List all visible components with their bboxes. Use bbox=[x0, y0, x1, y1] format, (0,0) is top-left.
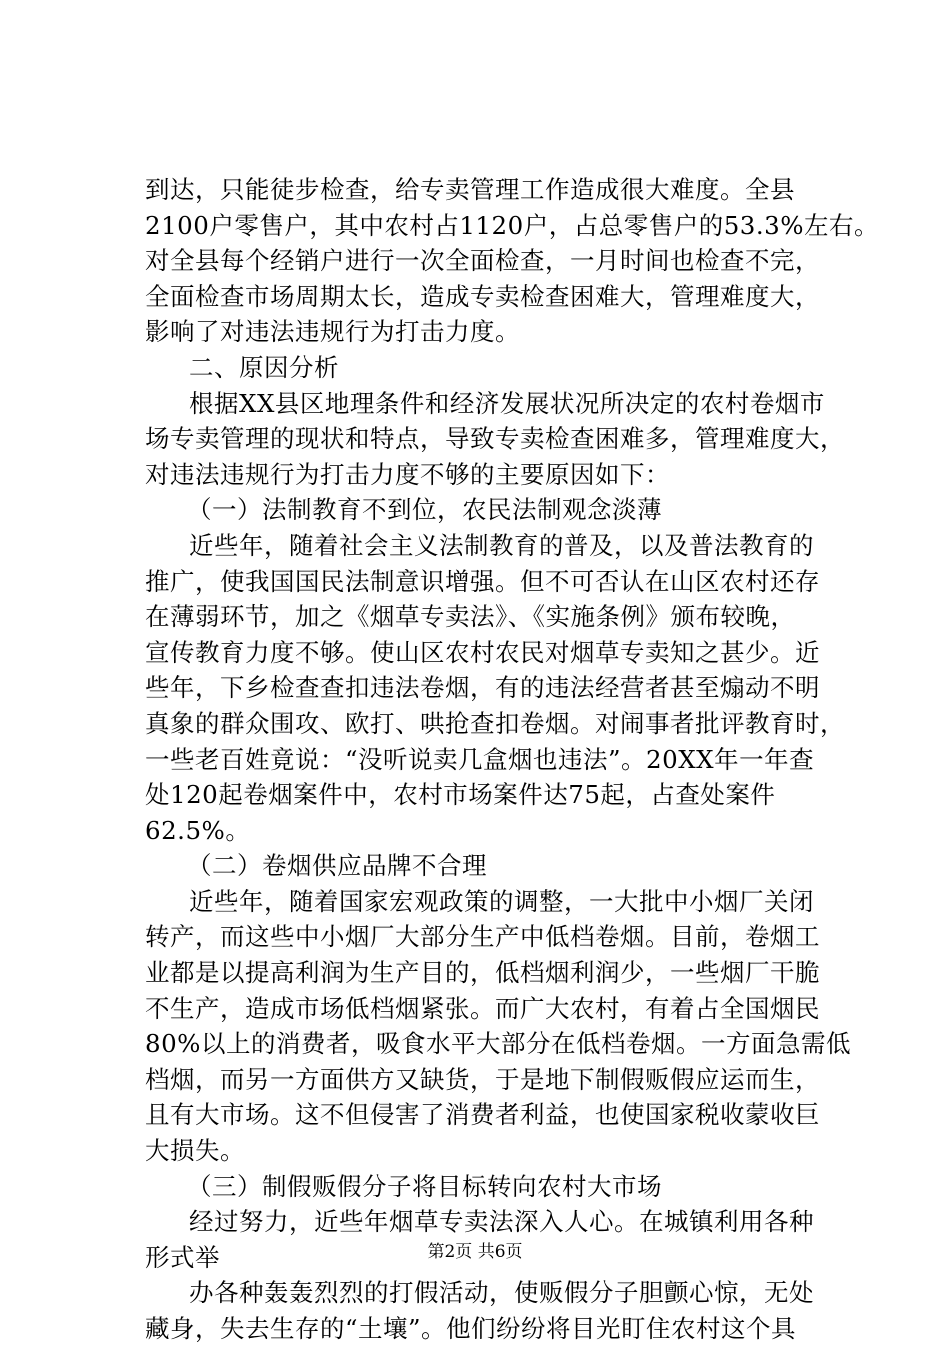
text-line: 业都是以提高利润为生产目的，低档烟利润少，一些烟厂干脆 bbox=[145, 958, 820, 988]
text-line: 近些年，随着社会主义法制教育的普及，以及普法教育的 bbox=[189, 530, 814, 560]
text-line: 些年，下乡检查查扣违法卷烟，有的违法经营者甚至煽动不明 bbox=[145, 673, 820, 703]
text-line: 档烟，而另一方面供方又缺货，于是地下制假贩假应运而生， bbox=[145, 1064, 820, 1094]
text-line: 大损失。 bbox=[145, 1136, 245, 1166]
document-body bbox=[145, 172, 880, 1347]
text-line: 对全县每个经销户进行一次全面检查，一月时间也检查不完， bbox=[145, 246, 820, 276]
text-line: 根据XX县区地理条件和经济发展状况所决定的农村卷烟市 bbox=[189, 388, 825, 418]
subsection-heading: （一）法制教育不到位，农民法制观念淡薄 bbox=[187, 495, 662, 525]
text-line: 80%以上的消费者，吸食水平大部分在低档卷烟。一方面急需低 bbox=[145, 1029, 851, 1059]
text-line: 在薄弱环节，加之《烟草专卖法》、《实施条例》颁布较晚， bbox=[145, 602, 796, 632]
text-line: 宣传教育力度不够。使山区农村农民对烟草专卖知之甚少。近 bbox=[145, 637, 820, 667]
text-line: 近些年，随着国家宏观政策的调整，一大批中小烟厂关闭 bbox=[189, 886, 814, 916]
text-line: 不生产，造成市场低档烟紧张。而广大农村，有着占全国烟民 bbox=[145, 993, 820, 1023]
text-line: 推广，使我国国民法制意识增强。但不可否认在山区农村还存 bbox=[145, 566, 820, 596]
text-line: 一些老百姓竟说：“没听说卖几盒烟也违法”。20XX年一年查 bbox=[145, 744, 815, 774]
subsection-heading: （三）制假贩假分子将目标转向农村大市场 bbox=[187, 1171, 662, 1201]
page-footer: 第2页 共6页 bbox=[427, 1242, 523, 1262]
text-line: 影响了对违法违规行为打击力度。 bbox=[145, 317, 520, 347]
text-line: 62.5%。 bbox=[145, 815, 251, 845]
text-line: 形式举 bbox=[145, 1242, 220, 1272]
text-line: 藏身，失去生存的“土壤”。他们纷纷将目光盯住农村这个具 bbox=[145, 1314, 797, 1343]
text-line: 且有大市场。这不但侵害了消费者利益，也使国家税收蒙收巨 bbox=[145, 1100, 820, 1130]
text-line: 办各种轰轰烈烈的打假活动，使贩假分子胆颤心惊，无处 bbox=[189, 1278, 814, 1308]
text-line: 2100户零售户，其中农村占1120户，占总零售户的53.3%左右。 bbox=[145, 210, 880, 240]
text-line: 经过努力，近些年烟草专卖法深入人心。在城镇利用各种 bbox=[189, 1207, 814, 1237]
text-line: 全面检查市场周期太长，造成专卖检查困难大，管理难度大， bbox=[145, 281, 820, 311]
text-line: 到达，只能徒步检查，给专卖管理工作造成很大难度。全县 bbox=[145, 175, 795, 204]
text-line: 转产，而这些中小烟厂大部分生产中低档卷烟。目前，卷烟工 bbox=[145, 922, 820, 952]
text-line: 对违法违规行为打击力度不够的主要原因如下： bbox=[145, 459, 670, 489]
text-line: 场专卖管理的现状和特点，导致专卖检查困难多，管理难度大， bbox=[145, 424, 845, 454]
text-line: 处120起卷烟案件中，农村市场案件达75起，占查处案件 bbox=[145, 780, 776, 810]
section-heading: 二、原因分析 bbox=[189, 352, 339, 382]
text-line: 真象的群众围攻、欧打、哄抢查扣卷烟。对闹事者批评教育时， bbox=[145, 708, 845, 738]
subsection-heading: （二）卷烟供应品牌不合理 bbox=[187, 851, 487, 881]
